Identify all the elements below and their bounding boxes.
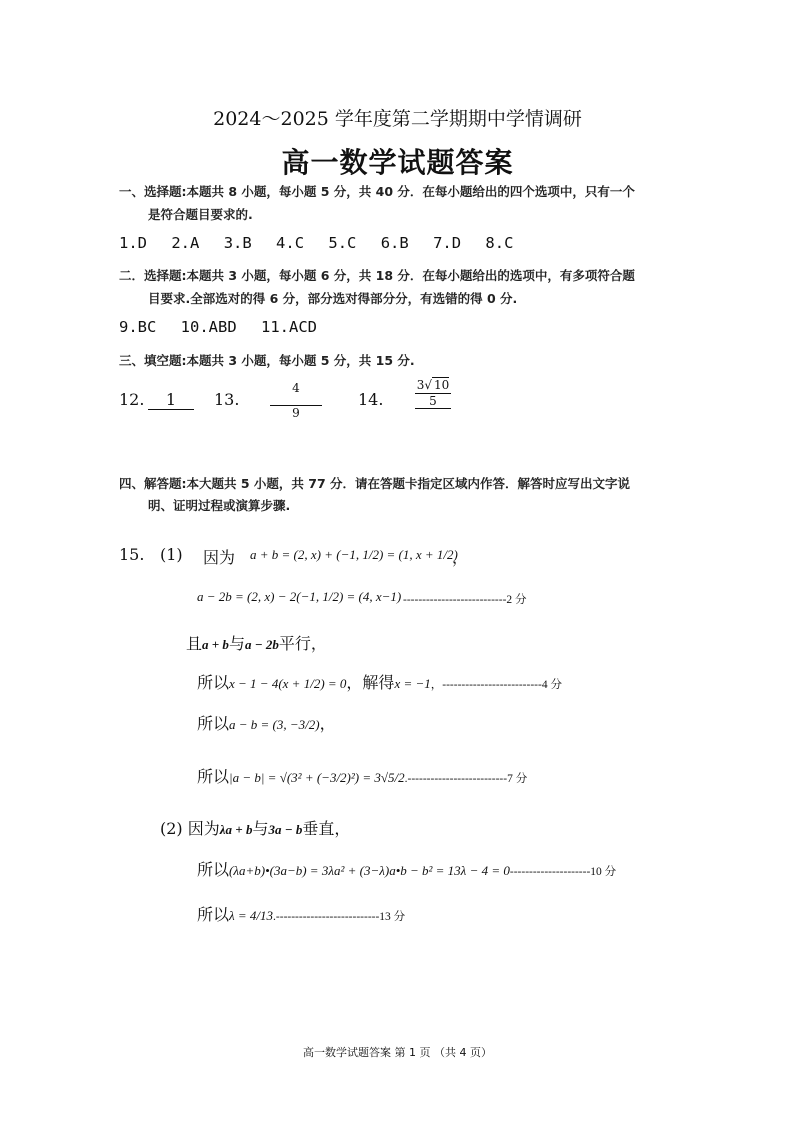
perp-post: 垂直， [302,819,351,838]
equation-lambda: λ = 4/13 [229,908,274,923]
sqrt-icon: √ [424,378,432,392]
answer-item: 5.C [328,234,357,252]
lambda-line [197,902,405,925]
because-text: 因为 [187,819,220,838]
parallel-vector-a: a + b [202,637,229,652]
answer-item: 3.B [223,234,252,252]
page-title: 高一数学试题答案 [281,146,514,179]
answer-item: 11.ACD [261,318,318,336]
q13-answer [270,381,322,420]
a-minus-b-line [197,711,336,734]
parallel-pre: 且 [186,634,203,653]
q12-label: 12. [119,390,145,409]
answer-item: 7.D [433,234,462,252]
answer-item: 8.C [485,234,514,252]
parallel-mid: 与 [228,634,245,653]
answer-item: 6.B [380,234,409,252]
dot-product-line [197,857,616,880]
perp-mid: 与 [252,819,269,838]
perp-vector-a: λa + b [219,822,253,837]
section4-heading-line1: 四、解答题:本大题共 5 小题，共 77 分．请在答题卡指定区域内作答．解答时应写出文字说 [119,476,631,491]
q14-answer [415,378,451,409]
equation-x: x − 1 − 4(x + 1/2) = 0 [229,676,347,691]
section2-heading-line2: 目要求.全部选对的得 6 分，部分选对得部分分，有选错的得 0 分. [148,291,518,306]
q15-part2-label: (2) [160,819,183,838]
solve-line [197,670,562,693]
section2-answers [119,318,332,336]
q14-numerator [415,378,451,393]
equation-magnitude: |a − b| = √(3² + (−3/2)²) = 3√5/2 [229,770,405,785]
section1-heading-line2: 是符合题目要求的. [148,207,253,222]
equation-a-plus-b: a + b = (2, x) + (−1, 1/2) = (1, x + 1/2) [250,547,458,562]
q12-answer: 1 [148,390,194,410]
answer-item: 4.C [276,234,305,252]
answer-item: 9.BC [119,318,157,336]
page-footer: 高一数学试题答案 第 1 页 （共 4 页） [303,1046,492,1059]
solved-text: ，解得 [346,673,395,692]
q13-denominator: 9 [270,405,322,420]
section3-heading: 三、填空题:本题共 3 小题，每小题 5 分，共 15 分. [119,353,415,368]
q13-numerator: 4 [292,381,300,395]
answer-item: 1.D [119,234,147,252]
q14-denominator: 5 [415,393,451,409]
parallel-post: 平行， [278,634,327,653]
q15-label: 15. [119,545,145,564]
equation-x-solution: x = −1 [394,676,431,691]
perp-vector-b: 3a − b [268,822,303,837]
score-2: ---------------------------2 分 [403,594,527,606]
equation-a-minus-2b: a − 2b = (2, x) − 2(−1, 1/2) = (4, x−1) [197,589,402,604]
q14-label: 14. [358,390,384,409]
so-text: 所以 [197,714,230,733]
because-text: 因为 [203,548,236,567]
perpendicular-line [160,816,350,839]
q14-radicand: 10 [434,378,450,392]
score-4: ，--------------------------4 分 [430,679,562,691]
so-text: 所以 [197,905,230,924]
q15-part1-label: (1) [160,545,183,564]
exam-subtitle: 2024～2025 学年度第二学期期中学情调研 [213,108,582,130]
section2-heading-line1: 二．选择题:本题共 3 小题，每小题 6 分，共 18 分．在每小题给出的选项中，有多项符合题 [119,268,635,283]
answer-item: 2.A [171,234,200,252]
score-7: .--------------------------7 分 [404,773,528,785]
equation-comma: ， [319,714,336,733]
magnitude-line [197,764,527,787]
parallel-vector-b: a − 2b [244,637,279,652]
so-text: 所以 [197,673,230,692]
score-13: .---------------------------13 分 [273,911,406,923]
equation-comma: ， [452,548,469,567]
score-10: ---------------------10 分 [509,866,617,878]
so-text: 所以 [197,767,230,786]
parallel-line [186,631,327,654]
section1-heading-line1: 一、选择题:本题共 8 小题，每小题 5 分，共 40 分．在每小题给出的四个选项中，只有一个 [119,184,635,199]
equation-a-minus-b: a − b = (3, −3/2) [229,717,320,732]
section4-heading-line2: 明、证明过程或演算步骤. [148,498,291,513]
answer-item: 10.ABD [180,318,237,336]
q14-coef: 3 [416,378,425,392]
so-text: 所以 [197,860,230,879]
equation-dot-product: (λa+b)•(3a−b) = 3λa² + (3−λ)a•b − b² = 13λ − 4 = 0 [229,863,510,878]
q13-label: 13. [214,390,240,409]
section1-answers [119,234,528,252]
